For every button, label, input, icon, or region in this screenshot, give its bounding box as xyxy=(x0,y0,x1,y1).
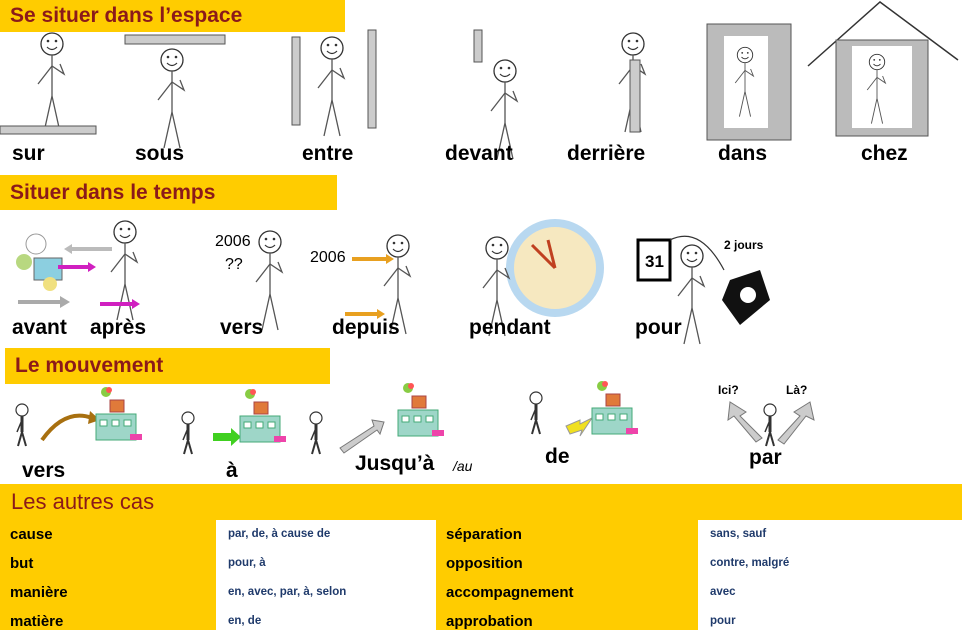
word-sous: sous xyxy=(135,142,185,165)
table-row-label-left: manière xyxy=(0,578,216,607)
table-row-label-right: séparation xyxy=(436,520,698,549)
section-mouvement-title: Le mouvement xyxy=(5,348,330,384)
table-row-value-right: avec xyxy=(698,578,962,607)
word-vers-temps: vers xyxy=(220,316,264,339)
word-sur: sur xyxy=(12,142,45,165)
table-row-value-right: pour xyxy=(698,607,962,630)
word-avant: avant xyxy=(12,316,67,339)
autres-cas-title: Les autres cas xyxy=(0,484,962,520)
annotation-year-2: 2006 xyxy=(310,249,346,266)
annotation-la: Là? xyxy=(786,383,808,397)
word-de: de xyxy=(545,445,570,468)
word-pour: pour xyxy=(635,316,682,339)
annotation-ici: Ici? xyxy=(718,383,739,397)
annotation-year-1: 2006 xyxy=(215,233,251,250)
section-espace-title: Se situer dans l’espace xyxy=(0,0,345,32)
table-row-label-right: approbation xyxy=(436,607,698,630)
word-apres: après xyxy=(90,316,147,339)
table-row-value-left: en, avec, par, à, selon xyxy=(216,578,436,607)
table-row-value-right: sans, sauf xyxy=(698,520,962,549)
word-entre: entre xyxy=(302,142,354,165)
section-temps-title: Situer dans le temps xyxy=(0,175,337,210)
word-jusqua-suffix: /au xyxy=(453,458,473,474)
table-row-label-right: accompagnement xyxy=(436,578,698,607)
word-pendant: pendant xyxy=(469,316,551,339)
table-row-label-left: but xyxy=(0,549,216,578)
table-row-value-left: en, de xyxy=(216,607,436,630)
annotation-duration: 2 jours xyxy=(724,238,764,252)
table-row-label-left: cause xyxy=(0,520,216,549)
table-row-label-left: matière xyxy=(0,607,216,630)
table-row-value-left: pour, à xyxy=(216,549,436,578)
word-vers-mouvement: vers xyxy=(22,459,66,482)
word-derriere: derrière xyxy=(567,142,646,165)
table-row-label-right: opposition xyxy=(436,549,698,578)
table-row-value-right: contre, malgré xyxy=(698,549,962,578)
annotation-question: ?? xyxy=(225,256,243,273)
table-row-value-left: par, de, à cause de xyxy=(216,520,436,549)
word-a: à xyxy=(226,459,238,482)
word-par: par xyxy=(749,446,782,469)
word-jusqua: Jusqu’à xyxy=(355,452,435,475)
calendar-day: 31 xyxy=(645,252,664,271)
word-dans: dans xyxy=(718,142,768,165)
word-chez: chez xyxy=(861,142,908,165)
word-depuis: depuis xyxy=(332,316,400,339)
word-devant: devant xyxy=(445,142,513,165)
